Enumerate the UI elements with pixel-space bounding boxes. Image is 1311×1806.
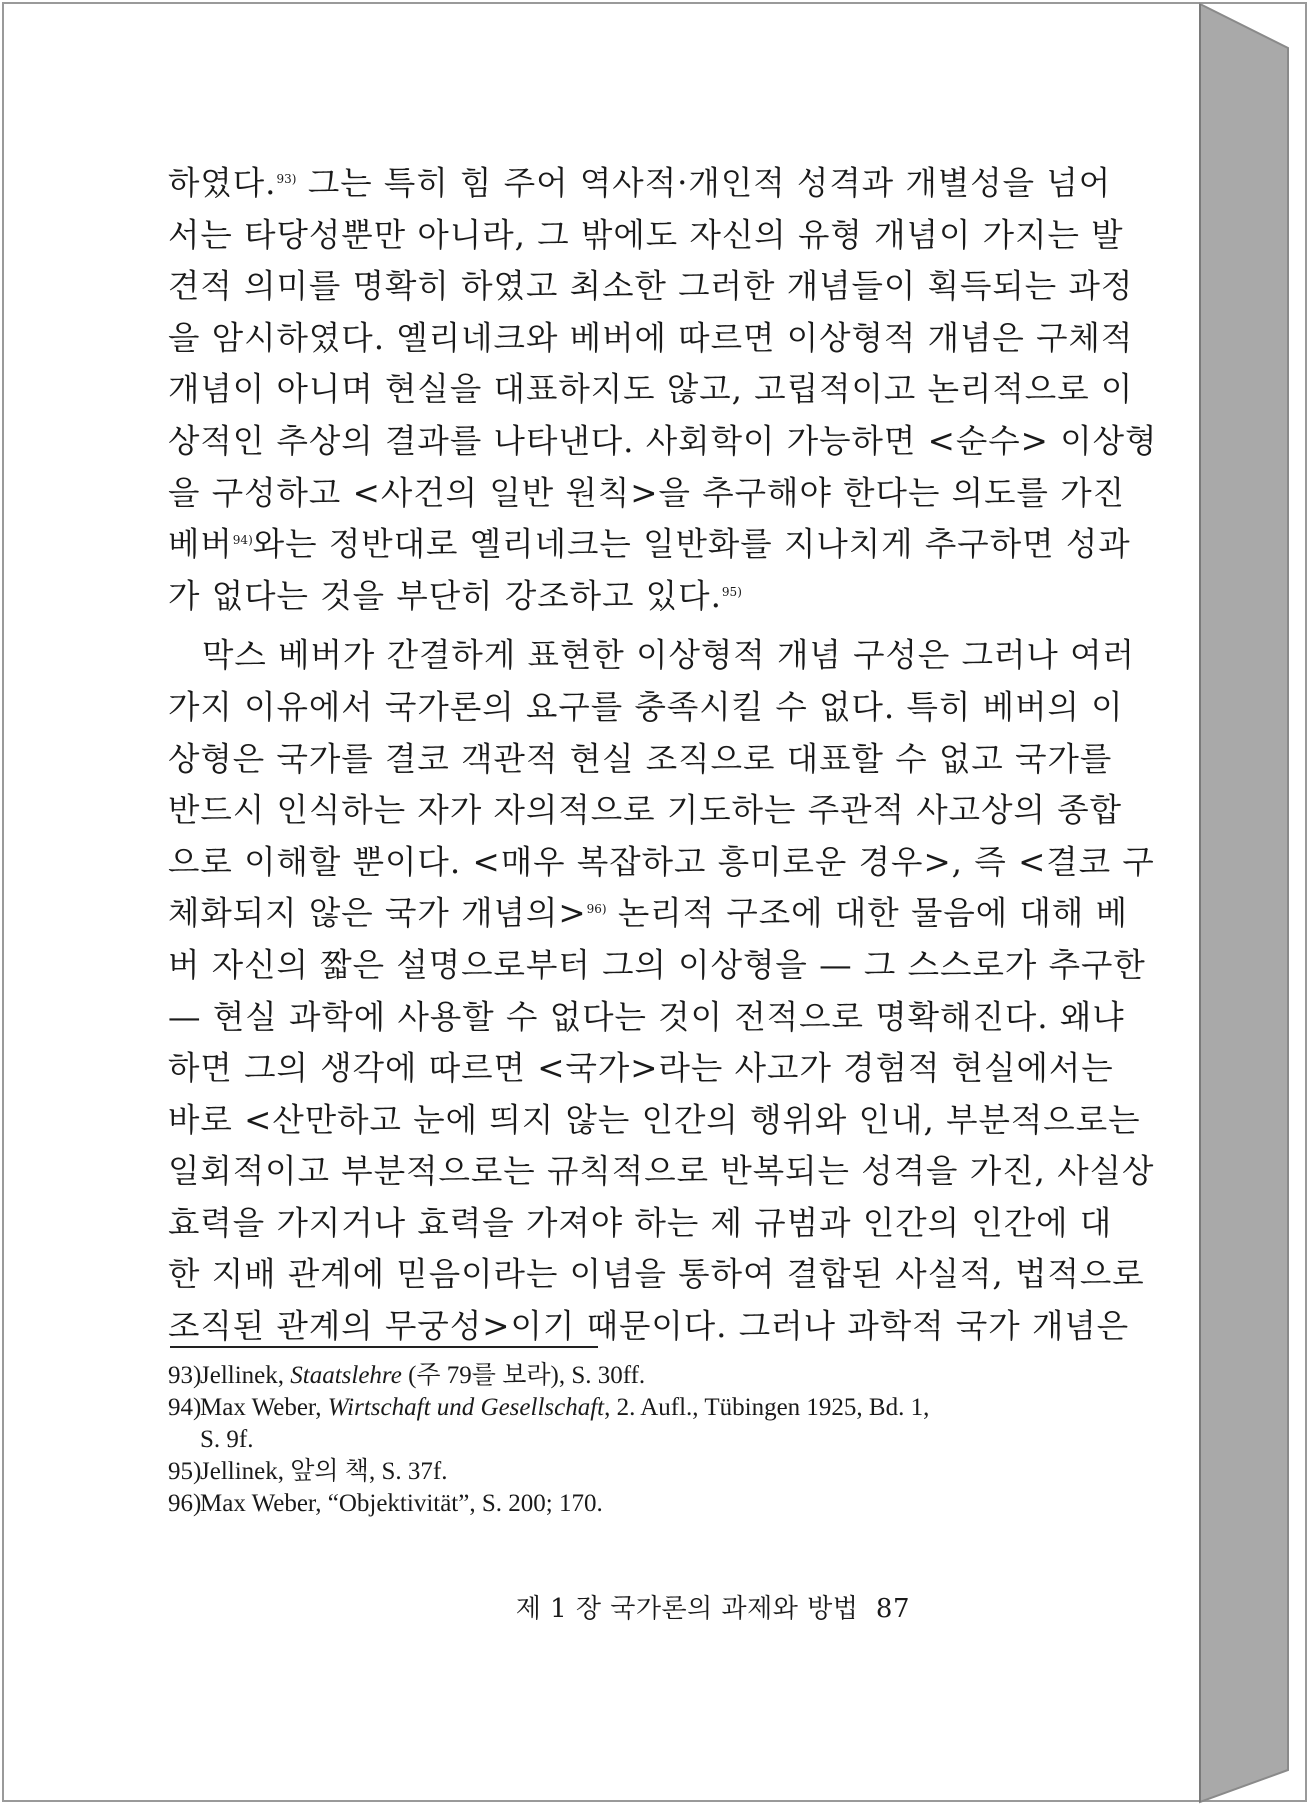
text-line: 으로 이해할 뿐이다. <매우 복잡하고 흥미로운 경우>, 즉 <결코 구 xyxy=(168,842,1155,881)
footnote-divider xyxy=(170,1346,598,1348)
text-line: 하면 그의 생각에 따르면 <국가>라는 사고가 경험적 현실에서는 xyxy=(168,1049,1114,1088)
text-line: — 현실 과학에 사용할 수 없다는 것이 전적으로 명확해진다. 왜냐 xyxy=(168,997,1125,1036)
footnote-93: 93)Jellinek, Staatslehre (주 79를 보라), S. 30ff. xyxy=(168,1362,646,1389)
text-line: 을 암시하였다. 옐리네크와 베버에 따르면 이상형적 개념은 구체적 xyxy=(168,318,1134,357)
text-line: 베버$^{94)}$와는 정반대로 옐리네크는 일반화를 지나치게 추구하면 성과 xyxy=(168,525,1131,564)
text-line: 가 없다는 것을 부단히 강조하고 있다.$^{95)}$ xyxy=(168,576,742,615)
text-line: 바로 <산만하고 눈에 띄지 않는 인간의 행위와 인내, 부분적으로는 xyxy=(168,1100,1141,1139)
text-line: 일회적이고 부분적으로는 규칙적으로 반복되는 성격을 가진, 사실상 xyxy=(168,1152,1155,1191)
text-line: 을 구성하고 <사건의 일반 원칙>을 추구해야 한다는 의도를 가진 xyxy=(168,473,1125,512)
text-line: 버 자신의 짧은 설명으로부터 그의 이상형을 — 그 스스로가 추구한 xyxy=(168,945,1146,984)
text-line: 개념이 아니며 현실을 대표하지도 않고, 고립적이고 논리적으로 이 xyxy=(168,370,1134,409)
main-text xyxy=(168,158,1158,1353)
chapter-title: 제 1 장 국가론의 과제와 방법 xyxy=(515,1594,859,1624)
footnote-94: 94)Max Weber, Wirtschaft und Gesellschaft, 2. Aufl., Tübingen 1925, Bd. 1, S. 9f. xyxy=(168,1394,930,1453)
text-line: 막스 베버가 간결하게 표현한 이상형적 개념 구성은 그러나 여러 xyxy=(202,636,1135,675)
text-line: 서는 타당성뿐만 아니라, 그 밖에도 자신의 유형 개념이 가지는 발 xyxy=(168,215,1124,254)
page-number: 87 xyxy=(875,1594,910,1624)
text-line: 하였다.$^{93)}$ 그는 특히 힘 주어 역사적·개인적 성격과 개별성을 넘어 xyxy=(168,164,1112,202)
footnote-95: 95)Jellinek, 앞의 책, S. 37f. xyxy=(168,1458,448,1485)
text-line: 반드시 인식하는 자가 자의적으로 기도하는 주관적 사고상의 종합 xyxy=(168,791,1122,830)
text-line: 가지 이유에서 국가론의 요구를 충족시킬 수 없다. 특히 베버의 이 xyxy=(168,687,1124,726)
text-line: 한 지배 관계에 믿음이라는 이념을 통하여 결합된 사실적, 법적으로 xyxy=(168,1255,1145,1294)
text-line: 견적 의미를 명확히 하였고 최소한 그러한 개념들이 획득되는 과정 xyxy=(168,267,1134,306)
running-footer xyxy=(516,1588,910,1625)
text-line: 조직된 관계의 무궁성>이기 때문이다. 그러나 과학적 국가 개념은 xyxy=(168,1307,1130,1346)
text-line: 상적인 추상의 결과를 나타낸다. 사회학이 가능하면 <순수> 이상형 xyxy=(168,421,1158,460)
text-line: 체화되지 않은 국가 개념의>$^{96)}$ 논리적 구조에 대한 물음에 대해 베 xyxy=(168,894,1129,933)
footnote-96: 96)Max Weber, “Objektivität”, S. 200; 170. xyxy=(168,1490,603,1517)
footnotes xyxy=(168,1360,1058,1520)
text-line: 상형은 국가를 결코 객관적 현실 조직으로 대표할 수 없고 국가를 xyxy=(168,739,1113,778)
text-line: 효력을 가지거나 효력을 가져야 하는 제 규범과 인간의 인간에 대 xyxy=(168,1203,1113,1242)
